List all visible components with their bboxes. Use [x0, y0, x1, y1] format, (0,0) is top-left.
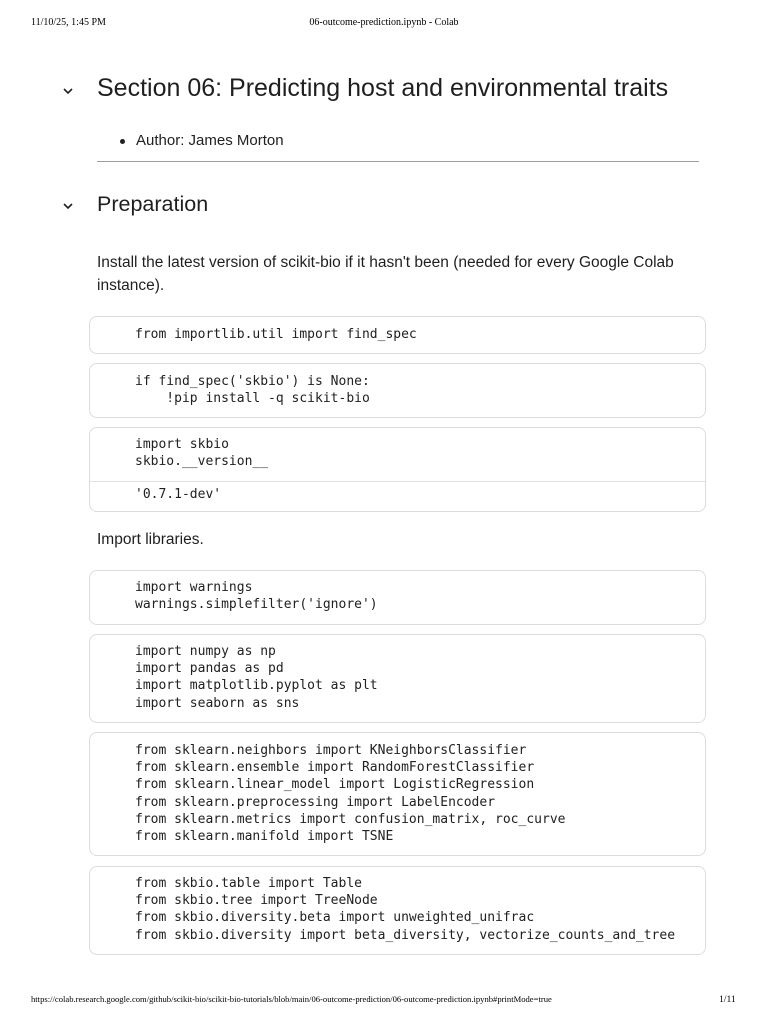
code-editor[interactable]: from importlib.util import find_spec: [135, 327, 417, 342]
bullet-icon: [120, 139, 125, 144]
output-divider: [90, 481, 705, 482]
list-item: [118, 131, 284, 151]
page-number: 1/11: [719, 994, 736, 1005]
section-heading: Section 06: Predicting host and environmental traits: [97, 74, 669, 102]
code-cell[interactable]: [89, 427, 706, 512]
author-text: Author: James Morton: [136, 132, 284, 149]
chevron-down-icon[interactable]: [59, 197, 77, 215]
section-heading: Preparation: [97, 192, 209, 216]
print-header: [0, 17, 768, 31]
code-cell[interactable]: [89, 866, 706, 955]
print-datetime: 11/10/25, 1:45 PM: [31, 17, 106, 28]
code-editor[interactable]: from skbio.table import Table from skbio.tree import TreeNode from skbio.diversity.beta import unweighted_unifrac from skbio.diversity import beta_diversity, vectorize_counts_and_tree: [135, 876, 676, 943]
code-cell[interactable]: [89, 316, 706, 354]
code-editor[interactable]: if find_spec('skbio') is None: !pip install -q scikit-bio: [135, 374, 370, 407]
code-editor[interactable]: import skbio skbio.__version__: [135, 437, 269, 470]
code-cell[interactable]: [89, 732, 706, 856]
print-url: https://colab.research.google.com/github/scikit-bio/scikit-bio-tutorials/blob/main/06-outcome-prediction/06-outcome-prediction.ipynb#printMode=true: [31, 994, 552, 1004]
divider: [97, 161, 699, 162]
code-cell[interactable]: [89, 363, 706, 418]
chevron-down-icon[interactable]: [59, 82, 77, 100]
code-cell[interactable]: [89, 634, 706, 723]
markdown-text: Install the latest version of scikit-bio if it hasn't been (needed for every Google Colab instance).: [97, 254, 674, 294]
print-footer: [0, 994, 768, 1008]
cell-output: '0.7.1-dev': [135, 487, 222, 502]
code-editor[interactable]: import warnings warnings.simplefilter('ignore'): [135, 580, 378, 613]
code-cell[interactable]: [89, 570, 706, 625]
print-page-title: 06-outcome-prediction.ipynb - Colab: [309, 17, 459, 28]
author-list: [118, 131, 284, 151]
code-editor[interactable]: import numpy as np import pandas as pd import matplotlib.pyplot as plt import seaborn as sns: [135, 644, 378, 711]
markdown-text: Import libraries.: [97, 531, 204, 548]
code-editor[interactable]: from sklearn.neighbors import KNeighborsClassifier from sklearn.ensemble import RandomForestClassifier from sklearn.linear_model import LogisticRegression from sklearn.preprocessing import LabelEncoder from sklearn.metrics import confusion_matrix, roc_curve from sklearn.manifold import TSNE: [135, 743, 566, 845]
